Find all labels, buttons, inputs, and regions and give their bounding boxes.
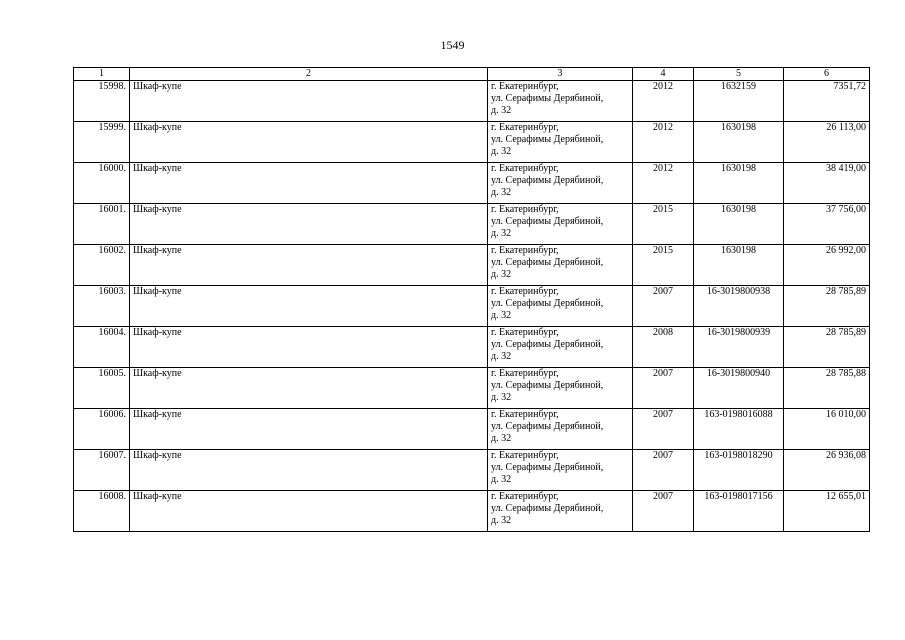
table-row — [74, 122, 870, 163]
address-line: д. 32 — [491, 146, 512, 157]
address-line: д. 32 — [491, 392, 512, 403]
year-cell: 2015 — [633, 245, 694, 286]
year-cell: 2007 — [633, 368, 694, 409]
address-line: ул. Серафимы Дерябиной, — [491, 380, 604, 391]
inventory-number-cell: 1630198 — [694, 163, 784, 204]
table-row — [74, 327, 870, 368]
column-header: 3 — [488, 68, 633, 81]
cost-cell: 12 655,01 — [784, 491, 870, 532]
address-line: г. Екатеринбург, — [491, 122, 559, 133]
address-line: г. Екатеринбург, — [491, 368, 559, 379]
table-row — [74, 286, 870, 327]
inventory-number-cell: 163-0198018290 — [694, 450, 784, 491]
cost-cell: 38 419,00 — [784, 163, 870, 204]
table-row — [74, 245, 870, 286]
row-number-cell: 16005. — [74, 368, 130, 409]
column-header: 1 — [74, 68, 130, 81]
address-cell — [488, 245, 633, 286]
address-cell — [488, 450, 633, 491]
inventory-number-cell: 163-0198016088 — [694, 409, 784, 450]
row-number-cell: 16006. — [74, 409, 130, 450]
address-line: ул. Серафимы Дерябиной, — [491, 298, 604, 309]
address-line: г. Екатеринбург, — [491, 491, 559, 502]
row-number-cell: 16001. — [74, 204, 130, 245]
address-line: ул. Серафимы Дерябиной, — [491, 421, 604, 432]
table-row — [74, 81, 870, 122]
address-line: ул. Серафимы Дерябиной, — [491, 257, 604, 268]
address-line: г. Екатеринбург, — [491, 327, 559, 338]
column-header: 6 — [784, 68, 870, 81]
address-line: г. Екатеринбург, — [491, 163, 559, 174]
cost-cell: 28 785,89 — [784, 286, 870, 327]
address-cell — [488, 327, 633, 368]
address-cell — [488, 81, 633, 122]
inventory-number-cell: 1630198 — [694, 245, 784, 286]
year-cell: 2015 — [633, 204, 694, 245]
address-line: г. Екатеринбург, — [491, 81, 559, 92]
item-name-cell: Шкаф-купе — [130, 122, 488, 163]
property-registry-table — [73, 67, 870, 532]
item-name-cell: Шкаф-купе — [130, 286, 488, 327]
address-line: ул. Серафимы Дерябиной, — [491, 216, 604, 227]
cost-cell: 7351,72 — [784, 81, 870, 122]
year-cell: 2012 — [633, 122, 694, 163]
year-cell: 2007 — [633, 286, 694, 327]
address-line: г. Екатеринбург, — [491, 286, 559, 297]
address-line: д. 32 — [491, 474, 512, 485]
address-line: г. Екатеринбург, — [491, 245, 559, 256]
inventory-number-cell: 1632159 — [694, 81, 784, 122]
item-name-cell: Шкаф-купе — [130, 81, 488, 122]
address-cell — [488, 409, 633, 450]
year-cell: 2007 — [633, 409, 694, 450]
row-number-cell: 16007. — [74, 450, 130, 491]
address-line: д. 32 — [491, 228, 512, 239]
row-number-cell: 16003. — [74, 286, 130, 327]
address-line: ул. Серафимы Дерябиной, — [491, 339, 604, 350]
row-number-cell: 15999. — [74, 122, 130, 163]
cost-cell: 28 785,88 — [784, 368, 870, 409]
cost-cell: 16 010,00 — [784, 409, 870, 450]
page-number: 1549 — [440, 38, 465, 52]
row-number-cell: 15998. — [74, 81, 130, 122]
cost-cell: 26 992,00 — [784, 245, 870, 286]
inventory-number-cell: 16-3019800939 — [694, 327, 784, 368]
column-header: 5 — [694, 68, 784, 81]
address-cell — [488, 122, 633, 163]
address-cell — [488, 286, 633, 327]
item-name-cell: Шкаф-купе — [130, 204, 488, 245]
address-line: ул. Серафимы Дерябиной, — [491, 175, 604, 186]
address-cell — [488, 368, 633, 409]
inventory-number-cell: 16-3019800940 — [694, 368, 784, 409]
cost-cell: 37 756,00 — [784, 204, 870, 245]
item-name-cell: Шкаф-купе — [130, 245, 488, 286]
header-row — [74, 68, 870, 81]
year-cell: 2012 — [633, 163, 694, 204]
year-cell: 2008 — [633, 327, 694, 368]
address-line: ул. Серафимы Дерябиной, — [491, 93, 604, 104]
address-cell — [488, 204, 633, 245]
row-number-cell: 16008. — [74, 491, 130, 532]
cost-cell: 28 785,89 — [784, 327, 870, 368]
row-number-cell: 16004. — [74, 327, 130, 368]
address-line: д. 32 — [491, 105, 512, 116]
row-number-cell: 16000. — [74, 163, 130, 204]
address-line: д. 32 — [491, 351, 512, 362]
address-line: д. 32 — [491, 187, 512, 198]
item-name-cell: Шкаф-купе — [130, 409, 488, 450]
address-line: г. Екатеринбург, — [491, 409, 559, 420]
cost-cell: 26 936,08 — [784, 450, 870, 491]
item-name-cell: Шкаф-купе — [130, 163, 488, 204]
inventory-number-cell: 1630198 — [694, 122, 784, 163]
year-cell: 2007 — [633, 491, 694, 532]
item-name-cell: Шкаф-купе — [130, 450, 488, 491]
cost-cell: 26 113,00 — [784, 122, 870, 163]
year-cell: 2012 — [633, 81, 694, 122]
table-row — [74, 450, 870, 491]
item-name-cell: Шкаф-купе — [130, 368, 488, 409]
address-line: д. 32 — [491, 515, 512, 526]
item-name-cell: Шкаф-купе — [130, 327, 488, 368]
table-row — [74, 163, 870, 204]
table-row — [74, 491, 870, 532]
address-line: д. 32 — [491, 310, 512, 321]
address-line: ул. Серафимы Дерябиной, — [491, 134, 604, 145]
table-row — [74, 368, 870, 409]
row-number-cell: 16002. — [74, 245, 130, 286]
column-header: 4 — [633, 68, 694, 81]
address-line: д. 32 — [491, 433, 512, 444]
item-name-cell: Шкаф-купе — [130, 491, 488, 532]
address-line: г. Екатеринбург, — [491, 450, 559, 461]
address-cell — [488, 163, 633, 204]
table-row — [74, 204, 870, 245]
address-line: д. 32 — [491, 269, 512, 280]
inventory-number-cell: 163-0198017156 — [694, 491, 784, 532]
year-cell: 2007 — [633, 450, 694, 491]
column-header: 2 — [130, 68, 488, 81]
inventory-number-cell: 1630198 — [694, 204, 784, 245]
address-line: ул. Серафимы Дерябиной, — [491, 462, 604, 473]
table-row — [74, 409, 870, 450]
inventory-number-cell: 16-3019800938 — [694, 286, 784, 327]
address-line: ул. Серафимы Дерябиной, — [491, 503, 604, 514]
address-cell — [488, 491, 633, 532]
address-line: г. Екатеринбург, — [491, 204, 559, 215]
